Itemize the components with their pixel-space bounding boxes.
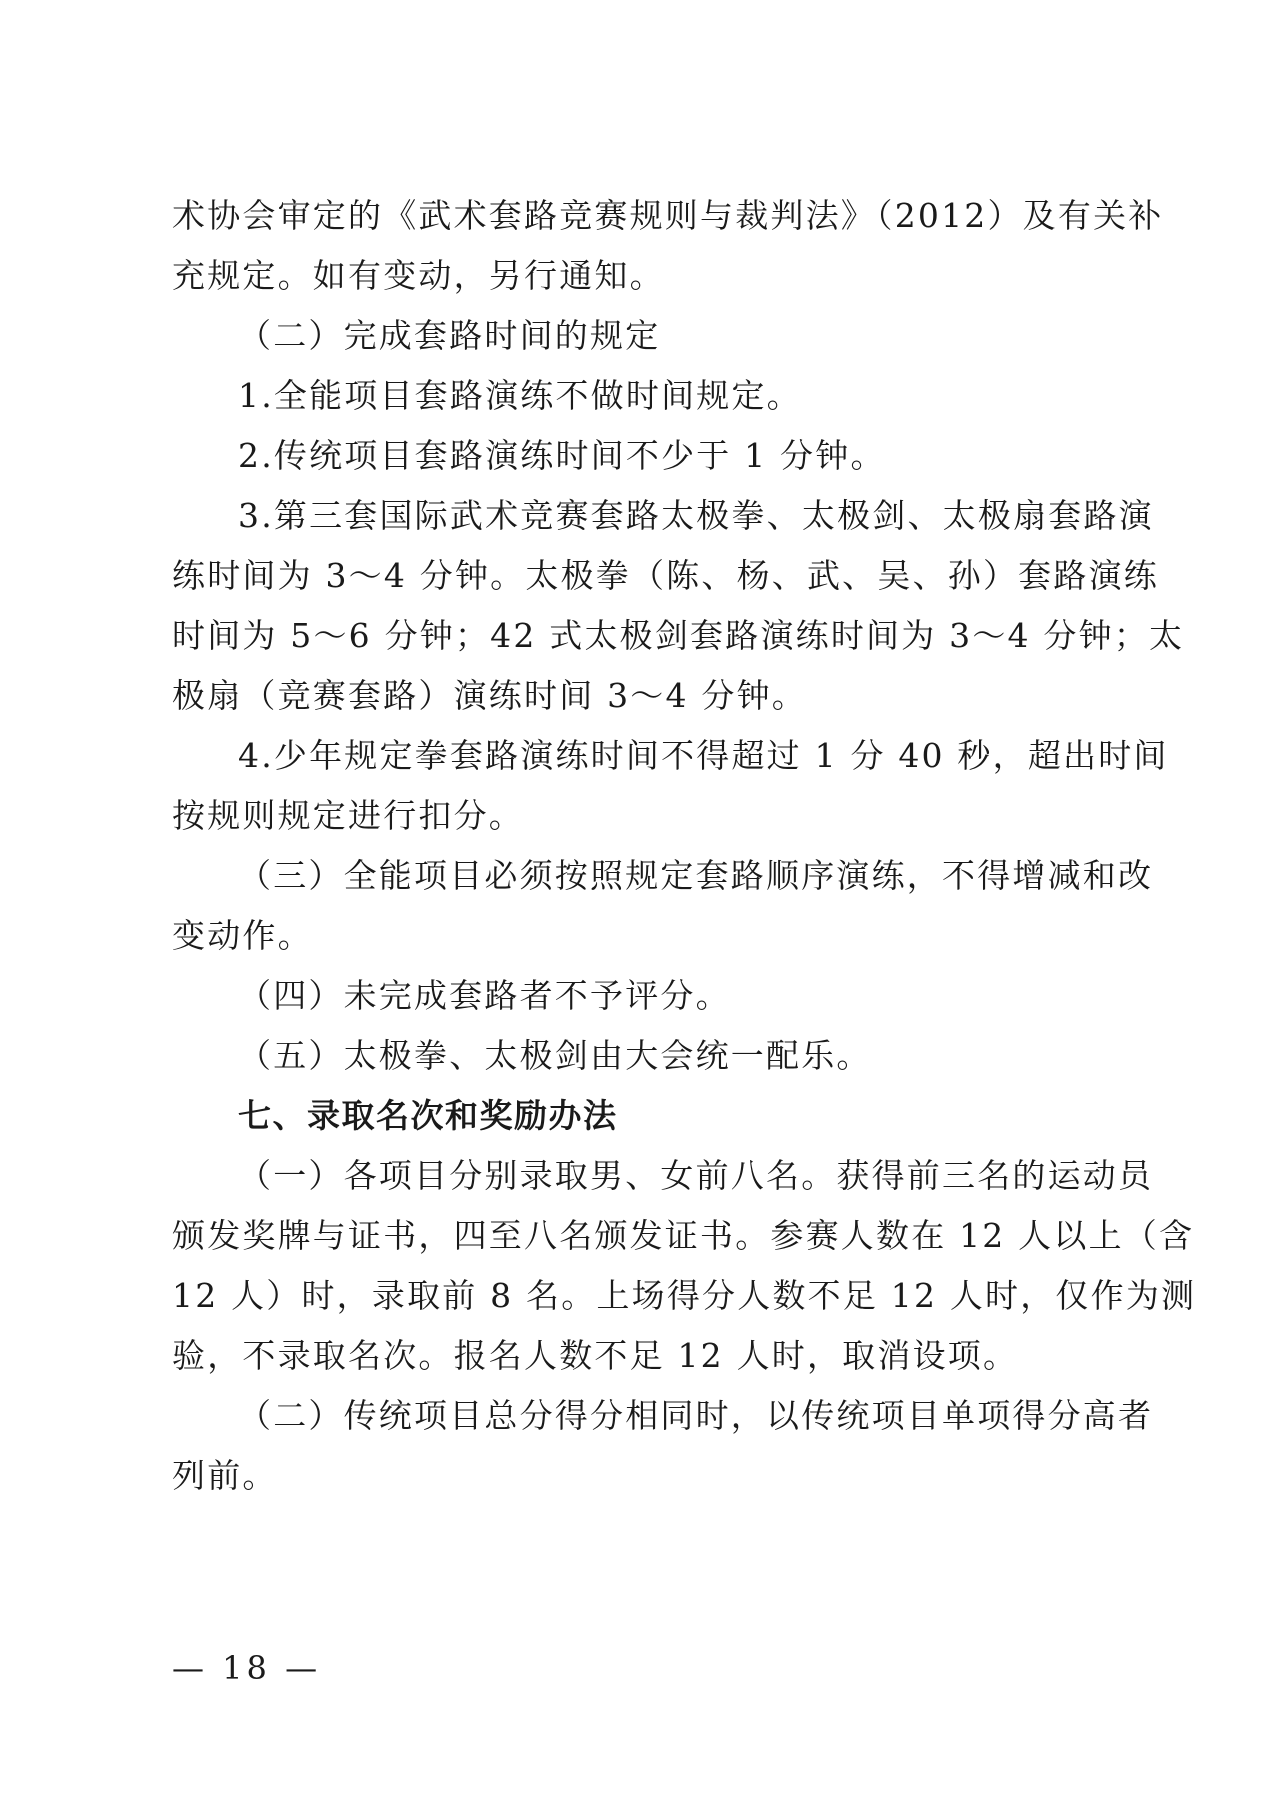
list-item: 3.第三套国际武术竞赛套路太极拳、太极剑、太极扇套路演 (238, 496, 1154, 535)
list-item: 4.少年规定拳套路演练时间不得超过 1 分 40 秒，超出时间 (238, 736, 1169, 775)
paragraph-line: 术协会审定的《武术套路竞赛规则与裁判法》（2012）及有关补 (172, 196, 1164, 235)
paragraph-line: （三）全能项目必须按照规定套路顺序演练，不得增减和改 (238, 856, 1154, 895)
subsection-heading: （二）完成套路时间的规定 (238, 316, 661, 355)
paragraph-line: （五）太极拳、太极剑由大会统一配乐。 (238, 1036, 872, 1075)
paragraph-line: 充规定。如有变动，另行通知。 (172, 256, 665, 295)
paragraph-line: 练时间为 3～4 分钟。太极拳（陈、杨、武、吴、孙）套路演练 (172, 556, 1159, 595)
paragraph-line: 时间为 5～6 分钟；42 式太极剑套路演练时间为 3～4 分钟；太 (172, 616, 1185, 655)
paragraph-line: 12 人）时，录取前 8 名。上场得分人数不足 12 人时，仅作为测 (172, 1276, 1197, 1315)
page-number: — 18 — (172, 1649, 322, 1687)
paragraph-line: 列前。 (172, 1456, 278, 1495)
list-item: 2.传统项目套路演练时间不少于 1 分钟。 (238, 436, 886, 475)
paragraph-line: （一）各项目分别录取男、女前八名。获得前三名的运动员 (238, 1156, 1154, 1195)
paragraph-line: （四）未完成套路者不予评分。 (238, 976, 731, 1015)
paragraph-line: 颁发奖牌与证书，四至八名颁发证书。参赛人数在 12 人以上（含 (172, 1216, 1195, 1255)
section-heading: 七、录取名次和奖励办法 (238, 1096, 618, 1135)
paragraph-line: 验，不录取名次。报名人数不足 12 人时，取消设项。 (172, 1336, 1019, 1375)
paragraph-line: 变动作。 (172, 916, 313, 955)
paragraph-line: 极扇（竞赛套路）演练时间 3～4 分钟。 (172, 676, 807, 715)
list-item: 1.全能项目套路演练不做时间规定。 (238, 376, 802, 415)
paragraph-line: 按规则规定进行扣分。 (172, 796, 524, 835)
paragraph-line: （二）传统项目总分得分相同时，以传统项目单项得分高者 (238, 1396, 1154, 1435)
